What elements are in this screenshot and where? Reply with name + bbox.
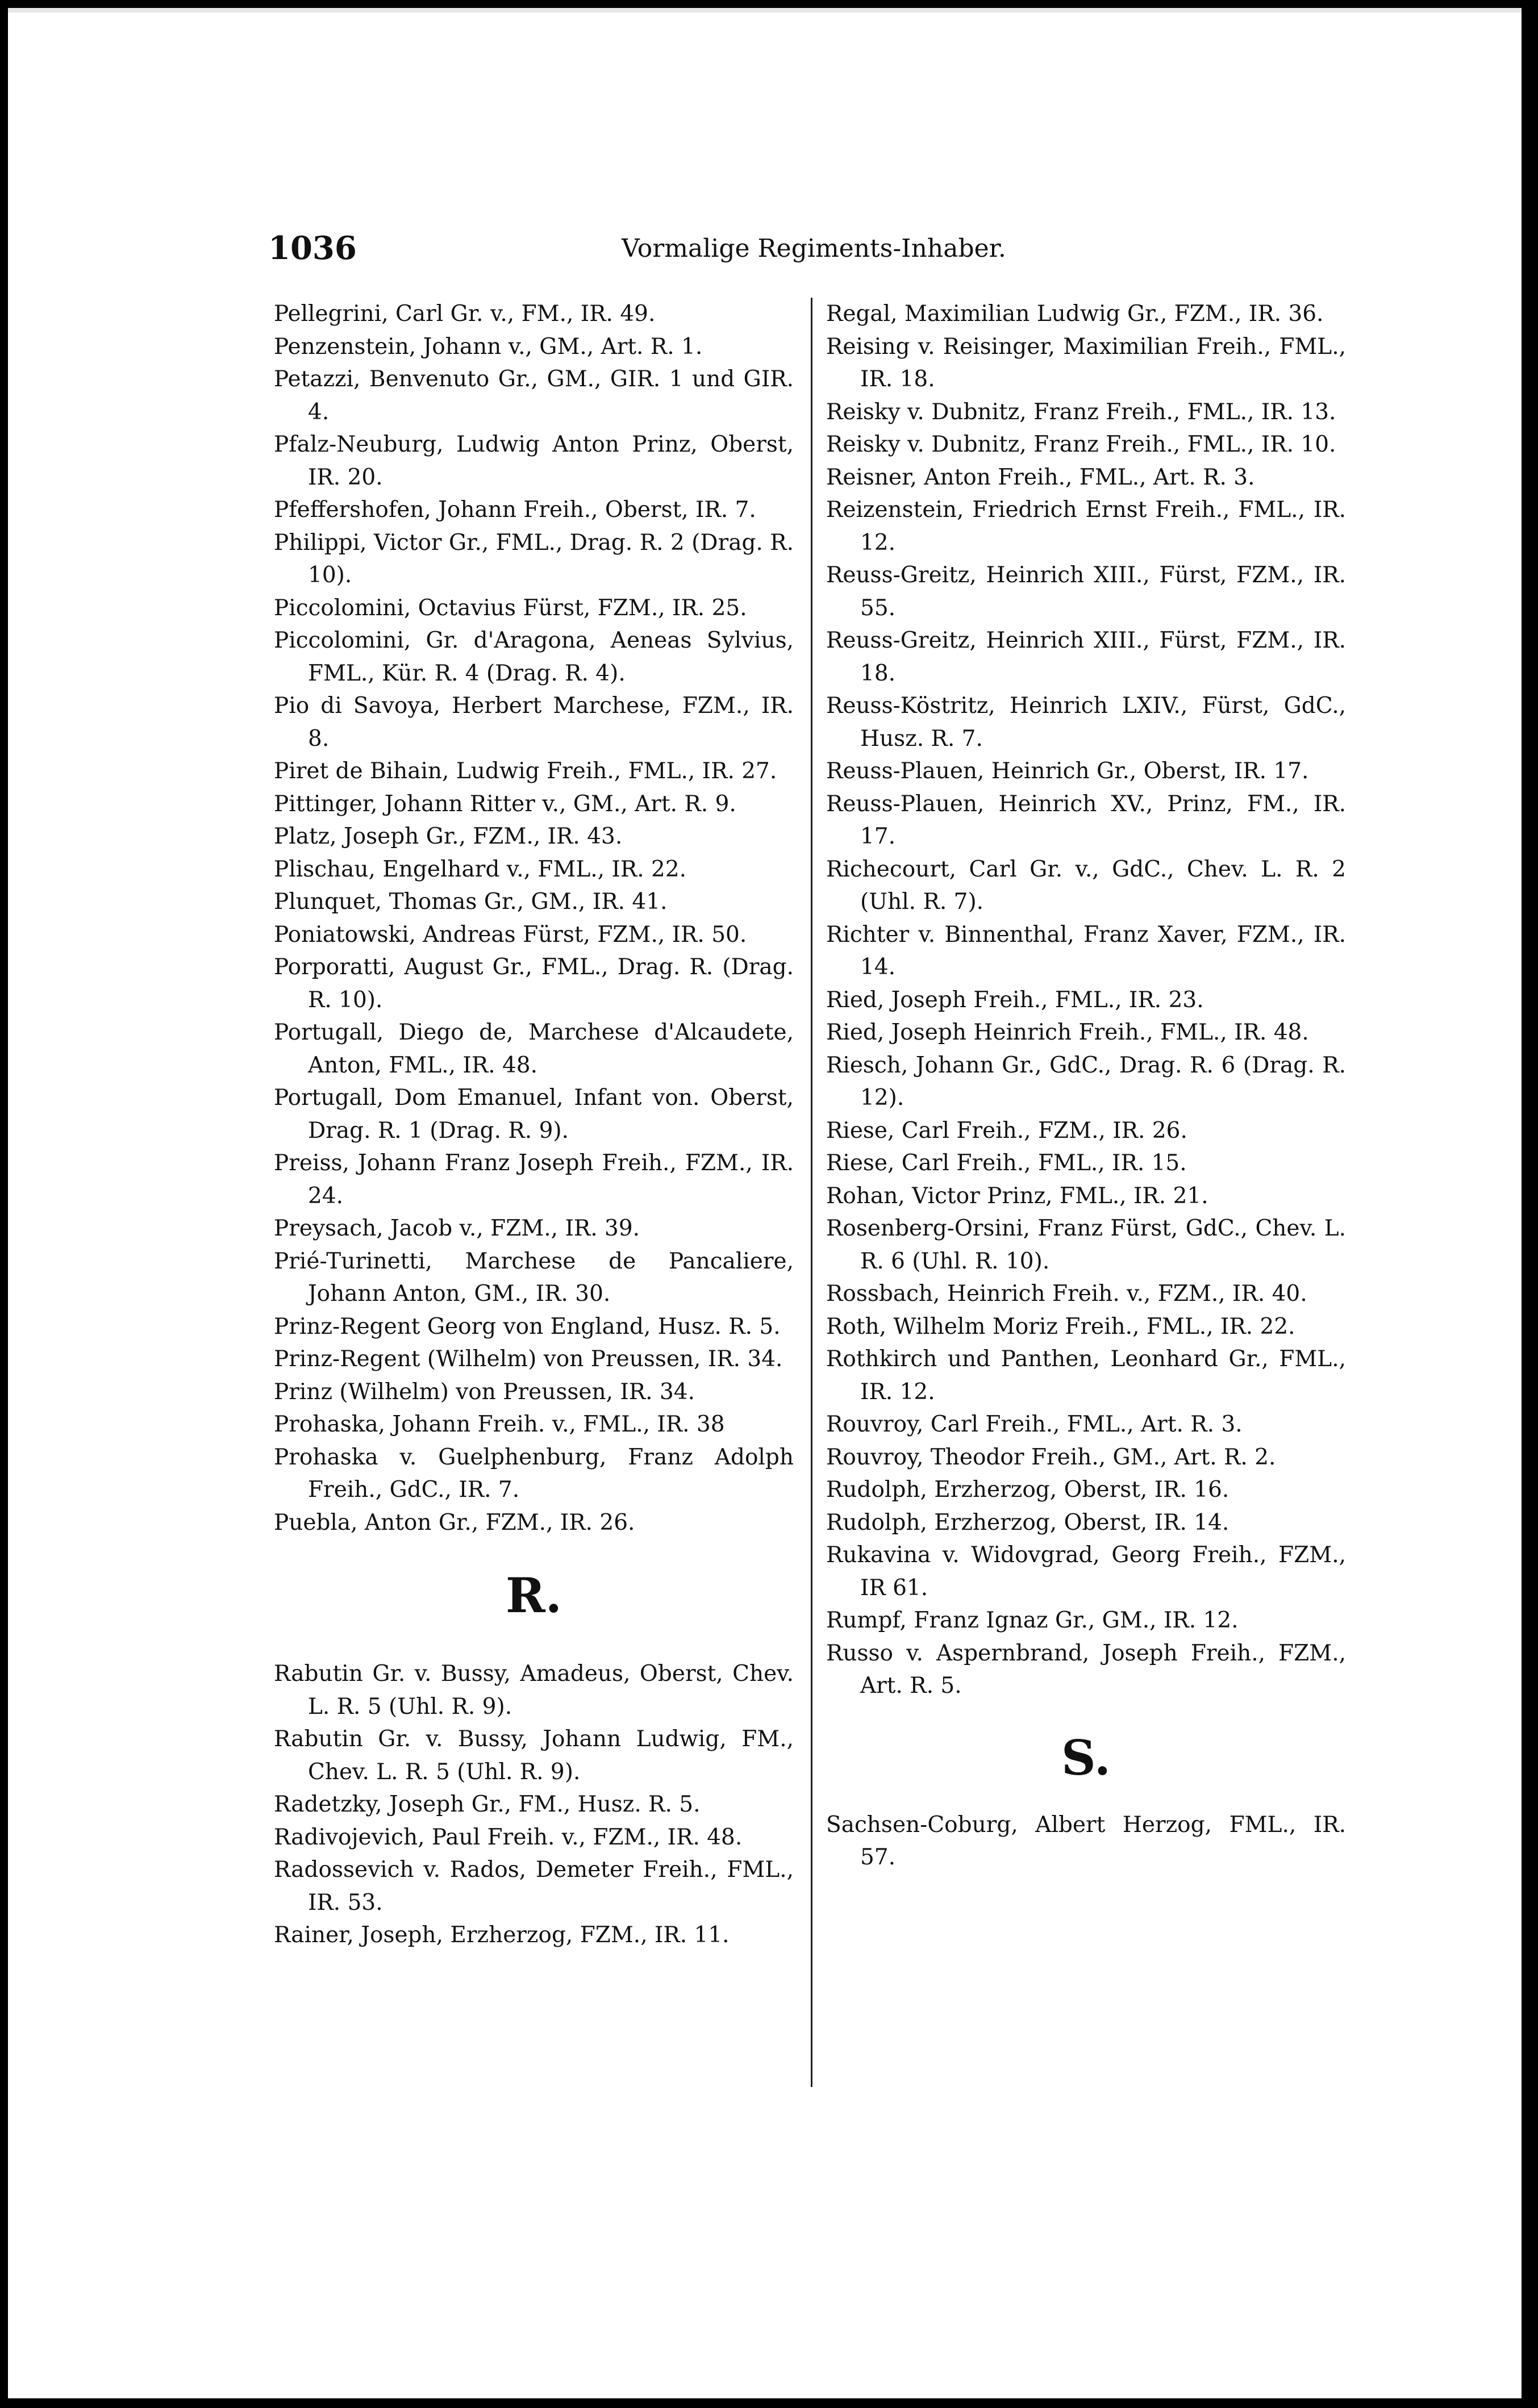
register-entry: Penzenstein, Johann v., GM., Art. R. 1. — [274, 333, 703, 360]
register-entry: Rothkirch und Panthen, Leonhard Gr., FML., IR. 12. — [826, 1346, 1346, 1405]
register-entry: Portugall, Dom Emanuel, Infant von. Oberst, Drag. R. 1 (Drag. R. 9). — [274, 1085, 794, 1144]
register-entry: Riese, Carl Freih., FZM., IR. 26. — [826, 1117, 1187, 1144]
register-entry: Reuss-Plauen, Heinrich Gr., Oberst, IR. 17. — [826, 758, 1309, 784]
register-entry: Reuss-Köstritz, Heinrich LXIV., Fürst, GdC., Husz. R. 7. — [826, 693, 1346, 752]
section-letter-r: R. — [505, 1567, 562, 1624]
register-entry: Piccolomini, Gr. d'Aragona, Aeneas Sylvius, FML., Kür. R. 4 (Drag. R. 4). — [274, 628, 794, 686]
register-entry: Preiss, Johann Franz Joseph Freih., FZM., IR. 24. — [274, 1150, 794, 1209]
register-entry: Radetzky, Joseph Gr., FM., Husz. R. 5. — [274, 1792, 701, 1817]
register-entry: Roth, Wilhelm Moriz Freih., FML., IR. 22. — [826, 1313, 1295, 1339]
register-entry: Reisky v. Dubnitz, Franz Freih., FML., IR. 10. — [826, 432, 1336, 457]
register-entry: Rumpf, Franz Ignaz Gr., GM., IR. 12. — [826, 1608, 1239, 1633]
page-edge — [8, 8, 1522, 12]
register-entry: Rosenberg-Orsini, Franz Fürst, GdC., Chev. L. R. 6 (Uhl. R. 10). — [826, 1216, 1346, 1274]
register-entry: Preysach, Jacob v., FZM., IR. 39. — [274, 1216, 640, 1241]
register-entry: Pellegrini, Carl Gr. v., FM., IR. 49. — [274, 301, 656, 327]
entries-s — [826, 1809, 1346, 1874]
register-entry: Reizenstein, Friedrich Ernst Freih., FML., IR. 12. — [826, 497, 1346, 556]
register-entry: Rabutin Gr. v. Bussy, Amadeus, Oberst, Chev. L. R. 5 (Uhl. R. 9). — [274, 1661, 794, 1720]
entries-r-right — [826, 298, 1346, 1702]
register-entry: Prinz (Wilhelm) von Preussen, IR. 34. — [274, 1379, 695, 1405]
running-head: Vormalige Regiments-Inhaber. — [622, 234, 1006, 263]
register-entry: Rabutin Gr. v. Bussy, Johann Ludwig, FM., Chev. L. R. 5 (Uhl. R. 9). — [274, 1726, 794, 1785]
register-entry: Rainer, Joseph, Erzherzog, FZM., IR. 11. — [274, 1922, 730, 1948]
register-entry: Rohan, Victor Prinz, FML., IR. 21. — [826, 1183, 1208, 1209]
register-entry: Radossevich v. Rados, Demeter Freih., FML., IR. 53. — [274, 1857, 794, 1915]
entries-p — [274, 298, 794, 1539]
register-entry: Prohaska v. Guelphenburg, Franz Adolph Freih., GdC., IR. 7. — [274, 1444, 794, 1503]
register-entry: Plunquet, Thomas Gr., GM., IR. 41. — [274, 889, 668, 915]
register-entry: Pio di Savoya, Herbert Marchese, FZM., IR. 8. — [274, 693, 794, 752]
register-entry: Pittinger, Johann Ritter v., GM., Art. R. 9. — [274, 791, 736, 817]
register-entry: Portugall, Diego de, Marchese d'Alcaudete, Anton, FML., IR. 48. — [274, 1020, 794, 1078]
register-entry: Russo v. Aspernbrand, Joseph Freih., FZM., Art. R. 5. — [826, 1640, 1346, 1698]
register-entry: Pfeffershofen, Johann Freih., Oberst, IR. 7. — [274, 497, 756, 523]
column-divider — [811, 298, 812, 2087]
register-entry: Rouvroy, Carl Freih., FML., Art. R. 3. — [826, 1412, 1243, 1437]
page — [8, 8, 1522, 2398]
register-entry: Porporatti, August Gr., FML., Drag. R. (Drag. R. 10). — [274, 954, 794, 1013]
register-entry: Rudolph, Erzherzog, Oberst, IR. 16. — [826, 1477, 1229, 1503]
register-entry: Reisky v. Dubnitz, Franz Freih., FML., IR. 13. — [826, 399, 1336, 425]
register-entry: Radivojevich, Paul Freih. v., FZM., IR. 48. — [274, 1824, 743, 1850]
register-entry: Rudolph, Erzherzog, Oberst, IR. 14. — [826, 1509, 1229, 1535]
register-entry: Regal, Maximilian Ludwig Gr., FZM., IR. 36. — [826, 301, 1324, 327]
register-entry: Prinz-Regent (Wilhelm) von Preussen, IR. 34. — [274, 1346, 783, 1372]
register-entry: Pfalz-Neuburg, Ludwig Anton Prinz, Oberst, IR. 20. — [274, 432, 794, 490]
register-entry: Ried, Joseph Freih., FML., IR. 23. — [826, 987, 1204, 1013]
register-entry: Prohaska, Johann Freih. v., FML., IR. 38 — [274, 1412, 725, 1437]
register-entry: Puebla, Anton Gr., FZM., IR. 26. — [274, 1509, 635, 1535]
register-entry: Poniatowski, Andreas Fürst, FZM., IR. 50. — [274, 921, 747, 948]
register-entry: Prié-Turinetti, Marchese de Pancaliere, Johann Anton, GM., IR. 30. — [274, 1248, 794, 1307]
register-entry: Platz, Joseph Gr., FZM., IR. 43. — [274, 824, 623, 849]
entries-r-left — [274, 1658, 794, 1952]
register-entry: Rouvroy, Theodor Freih., GM., Art. R. 2. — [826, 1444, 1276, 1470]
register-entry: Reuss-Plauen, Heinrich XV., Prinz, FM., IR. 17. — [826, 791, 1346, 849]
section-letter-s: S. — [1061, 1729, 1111, 1786]
right-column — [826, 298, 1346, 1874]
register-entry: Richecourt, Carl Gr. v., GdC., Chev. L. R. 2 (Uhl. R. 7). — [826, 856, 1346, 915]
register-entry: Reising v. Reisinger, Maximilian Freih., FML., IR. 18. — [826, 333, 1346, 392]
register-entry: Rukavina v. Widovgrad, Georg Freih., FZM., IR 61. — [826, 1542, 1346, 1601]
register-entry: Piccolomini, Octavius Fürst, FZM., IR. 25. — [274, 595, 747, 621]
register-entry: Riesch, Johann Gr., GdC., Drag. R. 6 (Drag. R. 12). — [826, 1052, 1346, 1111]
register-entry: Sachsen-Coburg, Albert Herzog, FML., IR. 57. — [826, 1812, 1346, 1870]
register-entry: Reuss-Greitz, Heinrich XIII., Fürst, FZM., IR. 55. — [826, 562, 1346, 621]
register-entry: Prinz-Regent Georg von England, Husz. R. 5. — [274, 1313, 781, 1339]
left-column — [274, 298, 794, 1952]
register-entry: Reisner, Anton Freih., FML., Art. R. 3. — [826, 464, 1255, 490]
register-entry: Reuss-Greitz, Heinrich XIII., Fürst, FZM., IR. 18. — [826, 628, 1346, 686]
register-entry: Rossbach, Heinrich Freih. v., FZM., IR. 40. — [826, 1281, 1307, 1307]
page-number: 1036 — [268, 229, 357, 267]
register-entry: Riese, Carl Freih., FML., IR. 15. — [826, 1150, 1187, 1176]
register-entry: Philippi, Victor Gr., FML., Drag. R. 2 (Drag. R. 10). — [274, 529, 794, 588]
register-entry: Petazzi, Benvenuto Gr., GM., GIR. 1 und GIR. 4. — [274, 366, 794, 425]
register-entry: Ried, Joseph Heinrich Freih., FML., IR. 48. — [826, 1020, 1309, 1045]
register-entry: Richter v. Binnenthal, Franz Xaver, FZM., IR. 14. — [826, 921, 1346, 980]
register-entry: Plischau, Engelhard v., FML., IR. 22. — [274, 856, 687, 882]
register-entry: Piret de Bihain, Ludwig Freih., FML., IR. 27. — [274, 758, 777, 784]
